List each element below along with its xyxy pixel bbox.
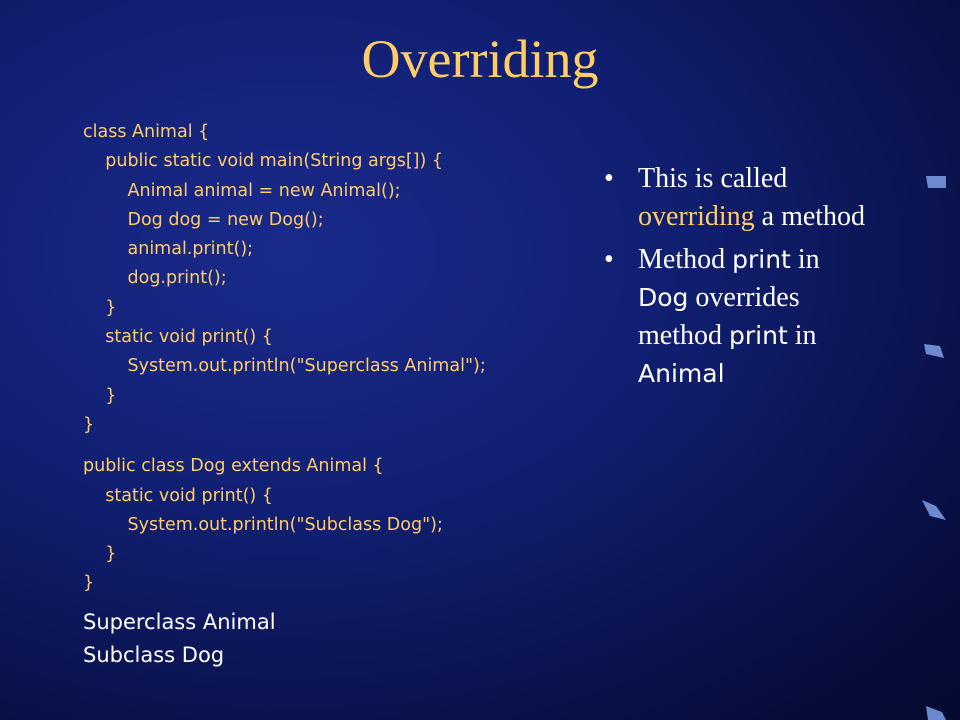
bullet-marker: • bbox=[604, 163, 614, 194]
slide-title: Overriding bbox=[361, 29, 599, 89]
accent-stroke bbox=[926, 706, 946, 720]
accent-stroke bbox=[926, 176, 946, 188]
output-line: Superclass Animal bbox=[83, 610, 276, 634]
code-term: Dog bbox=[638, 283, 689, 312]
code-line: } bbox=[83, 414, 95, 435]
code-line: static void print() { bbox=[83, 485, 273, 506]
code-term: Animal bbox=[638, 359, 725, 388]
code-line: public static void main(String args[]) { bbox=[83, 151, 444, 172]
code-line: } bbox=[83, 385, 117, 406]
bullet-marker: • bbox=[604, 244, 614, 275]
highlight-term: overriding bbox=[638, 201, 755, 232]
code-line: } bbox=[83, 573, 95, 594]
code-line: System.out.println("Superclass Animal"); bbox=[83, 356, 486, 377]
code-gap bbox=[83, 440, 486, 452]
bullet-text: in bbox=[787, 320, 817, 351]
accent-stroke bbox=[924, 344, 944, 358]
code-line: dog.print(); bbox=[83, 268, 227, 289]
code-block bbox=[83, 118, 486, 599]
code-line: class Animal { bbox=[83, 122, 210, 142]
code-line: animal.print(); bbox=[83, 239, 254, 260]
bullet-list bbox=[604, 160, 874, 398]
decorative-accents bbox=[920, 0, 960, 720]
code-term: print bbox=[732, 245, 791, 274]
code-line: static void print() { bbox=[83, 327, 273, 348]
bullet-text: This is called bbox=[638, 163, 788, 194]
code-line: Animal animal = new Animal(); bbox=[83, 180, 401, 201]
program-output bbox=[83, 606, 276, 672]
bullet-item bbox=[604, 160, 874, 236]
code-line: } bbox=[83, 544, 117, 565]
code-line: System.out.println("Subclass Dog"); bbox=[83, 514, 443, 535]
output-line: Subclass Dog bbox=[83, 643, 225, 667]
bullet-text: Method bbox=[638, 244, 733, 275]
code-line: Dog dog = new Dog(); bbox=[83, 209, 324, 230]
code-line: public class Dog extends Animal { bbox=[83, 456, 384, 477]
code-term: print bbox=[729, 321, 788, 350]
bullet-text: in bbox=[790, 244, 820, 275]
bullet-text: a method bbox=[754, 201, 866, 232]
bullet-text: overrides method bbox=[638, 282, 800, 351]
code-line: } bbox=[83, 297, 117, 318]
bullet-item bbox=[604, 241, 874, 393]
accent-stroke bbox=[922, 500, 946, 520]
